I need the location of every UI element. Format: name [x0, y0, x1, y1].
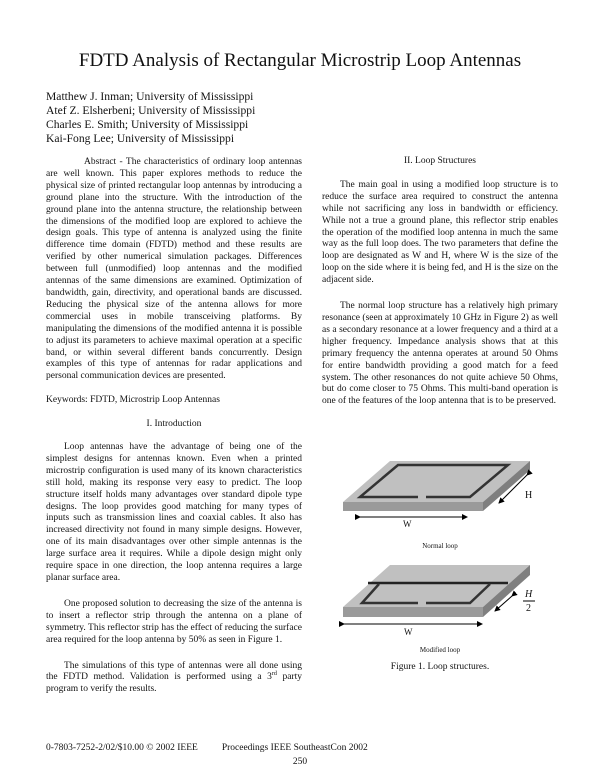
- footer: [46, 743, 368, 753]
- proceedings: Proceedings IEEE SoutheastCon 2002: [221, 743, 368, 753]
- text: party program to verify the results.: [46, 672, 302, 695]
- label-h: H: [525, 490, 533, 501]
- abstract: Abstract - The characteristics of ordinary loop antennas are well known. This paper explores methods to reduce the physical size of printed rectangular loop antennas by introducing a ground plane into the structure. With the introduction of the ground plane into the antenna structure, the relationship between the dimensions of the modified loop are explored to achieve the design goals. This type of antenna is analyzed using the finite difference time domain (FDTD) method and these results are verified by other numerical simulation packages. Differences between full (unmodified) loop antennas and the modified antennas of the same dimensions are examined. Optimization of bandwidth, gain, directivity, and operational bands are discussed. Reducing the physical size of the antenna allows for more commercial uses in mobile transceiving platforms. By manipulating the dimensions of the modified antenna it is possible to adjust its parameters to achieve maximal operation at a specific band, or within several different bands concurrently. Design examples of this type of antennas for radar applications and personal communication devices are presented.: [46, 157, 302, 382]
- modified-loop-label: Modified loop: [419, 646, 461, 654]
- section-heading: I. Introduction: [146, 419, 202, 430]
- superscript: rd: [271, 671, 277, 678]
- label-w: W: [404, 627, 413, 637]
- copyright: 0-7803-7252-2/02/$10.00 © 2002 IEEE: [46, 743, 198, 753]
- text: The simulations of this type of antennas were all done using the FDTD method. Validation is performed using a 3: [46, 660, 302, 683]
- keywords: Keywords: FDTD, Microstrip Loop Antennas: [46, 395, 220, 406]
- author: Kai-Fong Lee; University of Mississippi: [46, 132, 235, 145]
- paper-title: FDTD Analysis of Rectangular Microstrip Loop Antennas: [78, 50, 522, 71]
- label-w: W: [403, 519, 412, 529]
- modified-loop-drawing: [343, 565, 535, 624]
- section-heading: II. Loop Structures: [403, 156, 477, 166]
- author: Matthew J. Inman; University of Mississippi: [46, 90, 254, 103]
- label-h-denominator: 2: [526, 603, 531, 614]
- normal-loop-drawing: [343, 461, 533, 517]
- label-h-numerator: H: [525, 589, 533, 600]
- page-number: 250: [292, 757, 308, 767]
- paragraph: The main goal in using a modified loop structure is to reduce the surface area required to construct the antenna while not sacrificing any loss in bandwidth or efficiency. While not a true a ground plane, this reflector strip enables the operation of the modified loop antenna in much the same way as the full loop does. The two parameters that define the loop are designated as W and H, where W is the size of the loop on the side where it is being fed, and H is the size on the adjacent side.: [322, 179, 558, 286]
- paragraph: Loop antennas have the advantage of being one of the simplest designs for antennas known. Even when a printed microstrip configuration is used many of its known characteristics still hold, making its response very easy to predict. The loop structure itself holds many advantages over standard dipole type designs. The loop provides good matching for many types of inputs such as transmission lines and coaxial cables. It also has increased directivity not found in many simple designs. However, one of its main disadvantages over other simple antennas is the large surface area it requires. While a dipole design might only require space in one direction, the loop antenna requires a large planar surface area.: [46, 442, 302, 583]
- author: Atef Z. Elsherbeni; University of Mississippi: [46, 104, 256, 117]
- paragraph: One proposed solution to decreasing the size of the antenna is to insert a reflector strip through the antenna on a plane of symmetry. This reflector strip has the effect of reducing the surface area required for the loop antenna by 50% as seen in Figure 1.: [46, 598, 302, 645]
- paragraph: The normal loop structure has a relatively high primary resonance (seen at approximately 10 GHz in Figure 2) as well as a secondary resonance at a lower frequency and a third at a higher frequency. Impedance analysis shows that at this primary frequency the antenna operates at around 50 Ohms for entire bandwidth providing a good match for a feed system. The other resonances do not quite achieve 50 Ohms, but do come closer to 75 Ohms. This multi-band operation is one of the features of the loop antenna that is to be preserved.: [322, 301, 558, 407]
- author: Charles E. Smith; University of Mississippi: [46, 118, 249, 131]
- normal-loop-label: Normal loop: [422, 542, 458, 550]
- figure-caption: Figure 1. Loop structures.: [390, 662, 490, 672]
